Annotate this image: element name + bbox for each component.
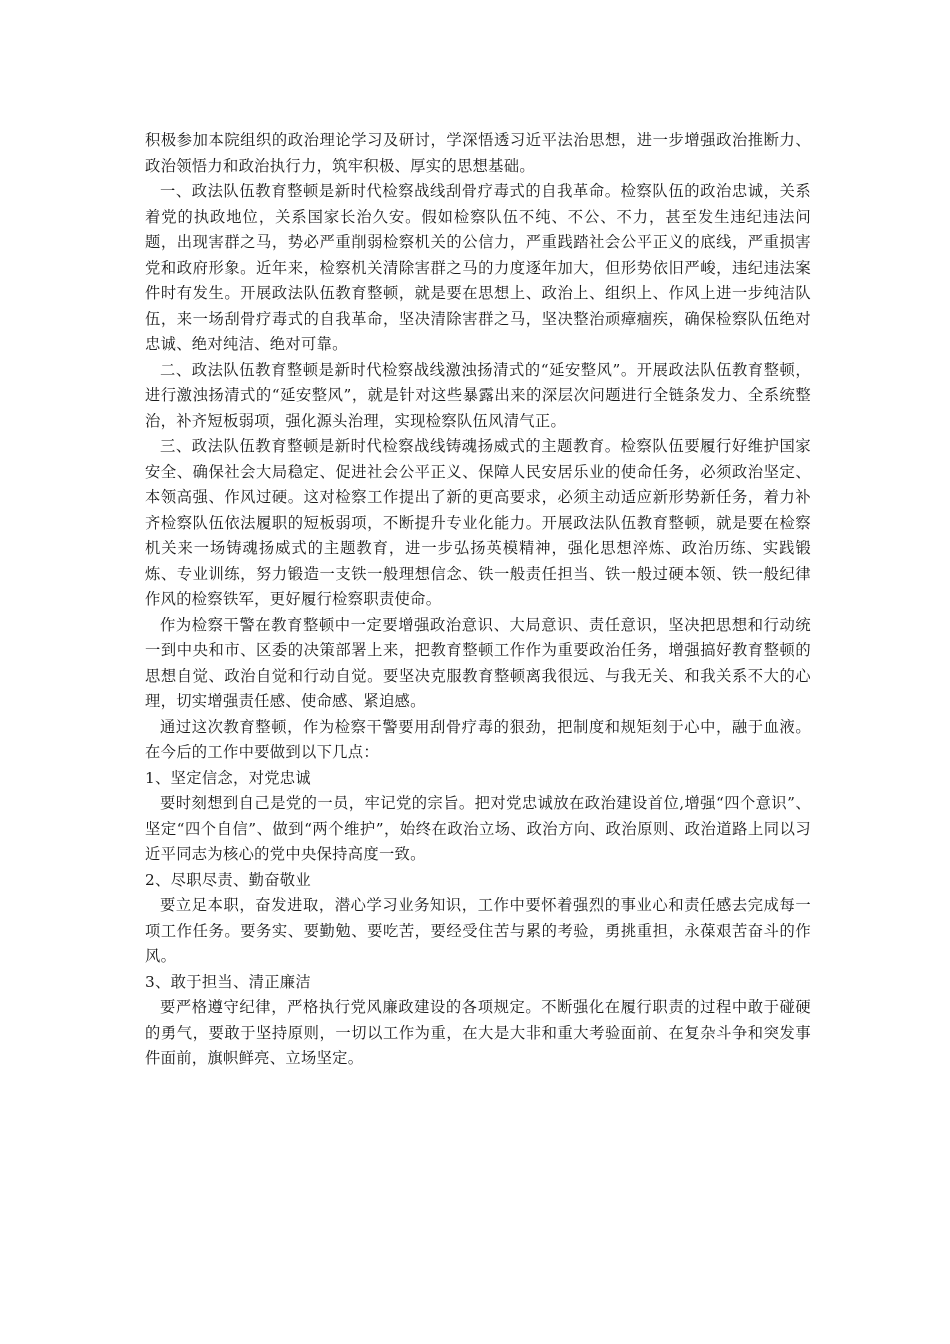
heading-diligence: 2、尽职尽责、勤奋敬业: [145, 870, 312, 889]
heading-integrity: 3、敢于担当、清正廉洁: [145, 972, 312, 991]
heading-loyalty: 1、坚定信念，对党忠诚: [145, 768, 312, 787]
paragraph-intro: 积极参加本院组织的政治理论学习及研讨，学深悟透习近平法治思想，进一步增强政治推断力、政治领悟力和政治执行力，筑牢积极、厚实的思想基础。: [145, 131, 811, 175]
paragraph-integrity: 要严格遵守纪律，严格执行党风廉政建设的各项规定。不断强化在履行职责的过程中敢于碰硬的勇气，要敢于坚持原则，一切以工作为重，在大是大非和重大考验面前、在复杂斗争和突发事件面前，旗帜鲜亮、立场坚定。: [145, 998, 811, 1067]
paragraph-awareness: 作为检察干警在教育整顿中一定要增强政治意识、大局意识、责任意识，坚决把思想和行动统一到中央和市、区委的决策部署上来，把教育整顿工作作为重要政治任务，增强搞好教育整顿的思想自觉、政治自觉和行动自觉。要坚决克服教育整顿离我很远、与我无关、和我关系不大的心理，切实增强责任感、使命感、紧迫感。: [145, 615, 811, 710]
paragraph-loyalty: 要时刻想到自己是党的一员，牢记党的宗旨。把对党忠诚放在政治建设首位,增强“四个意识”、坚定“四个自信”、做到“两个维护”，始终在政治立场、政治方向、政治原则、政治道路上同以习近平同志为核心的党中央保持高度一致。: [145, 794, 811, 863]
paragraph-point-three: 三、政法队伍教育整顿是新时代检察战线铸魂扬威式的主题教育。检察队伍要履行好维护国家安全、确保社会大局稳定、促进社会公平正义、保障人民安居乐业的使命任务，必须政治坚定、本领高强、作风过硬。这对检察工作提出了新的更高要求，必须主动适应新形势新任务，着力补齐检察队伍依法履职的短板弱项，不断提升专业化能力。开展政法队伍教育整顿，就是要在检察机关来一场铸魂扬威式的主题教育，进一步弘扬英模精神，强化思想淬炼、政治历练、实践锻炼、专业训练，努力锻造一支铁一般理想信念、铁一般责任担当、铁一般过硬本领、铁一般纪律作风的检察铁军，更好履行检察职责使命。: [145, 437, 811, 608]
paragraph-point-two: 二、政法队伍教育整顿是新时代检察战线激浊扬清式的“延安整风”。开展政法队伍教育整顿，进行激浊扬清式的“延安整风”，就是针对这些暴露出来的深层次问题进行全链条发力、全系统整治，补齐短板弱项，强化源头治理，实现检察队伍风清气正。: [145, 360, 811, 430]
paragraph-commitment: 通过这次教育整顿，作为检察干警要用刮骨疗毒的狠劲，把制度和规矩刻于心中，融于血液。在今后的工作中要做到以下几点：: [145, 717, 811, 761]
document-body: [145, 128, 811, 1072]
paragraph-point-one: 一、政法队伍教育整顿是新时代检察战线刮骨疗毒式的自我革命。检察队伍的政治忠诚，关系着党的执政地位，关系国家长治久安。假如检察队伍不纯、不公、不力，甚至发生违纪违法问题，出现害群之马，势必严重削弱检察机关的公信力，严重践踏社会公平正义的底线，严重损害党和政府形象。近年来，检察机关清除害群之马的力度逐年加大，但形势依旧严峻，违纪违法案件时有发生。开展政法队伍教育整顿，就是要在思想上、政治上、组织上、作风上进一步纯洁队伍，来一场刮骨疗毒式的自我革命，坚决清除害群之马，坚决整治顽瘴痼疾，确保检察队伍绝对忠诚、绝对纯洁、绝对可靠。: [145, 182, 811, 353]
paragraph-diligence: 要立足本职，奋发进取，潜心学习业务知识，工作中要怀着强烈的事业心和责任感去完成每一项工作任务。要务实、要勤勉、要吃苦，要经受住苦与累的考验，勇挑重担，永葆艰苦奋斗的作风。: [145, 896, 811, 965]
